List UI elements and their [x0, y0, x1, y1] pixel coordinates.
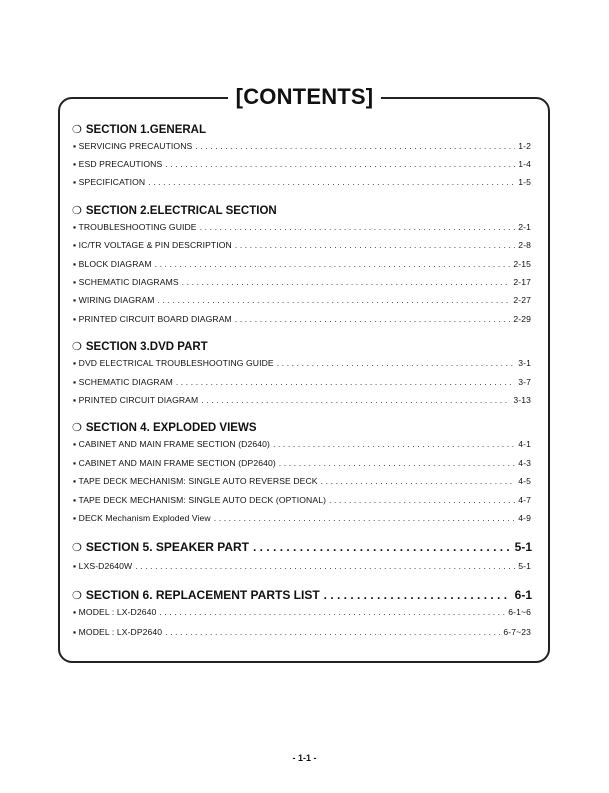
square-bullet-icon: ▪	[73, 314, 77, 324]
toc-entry[interactable]: ▪ LXS-D2640W . . . 5-1	[73, 561, 531, 575]
toc-entry[interactable]: ▪ TROUBLESHOOTING GUIDE . . . 2-1	[73, 222, 531, 236]
square-bullet-icon: ▪	[73, 395, 77, 405]
toc-entry[interactable]: ▪ DECK Mechanism Exploded View . . . 4-9	[73, 513, 531, 527]
square-bullet-icon: ▪	[73, 358, 77, 368]
square-bullet-icon: ▪	[73, 439, 77, 449]
square-bullet-icon: ▪	[73, 607, 77, 617]
toc-entry[interactable]: ▪ SPECIFICATION . . . 1-5	[73, 177, 531, 191]
square-bullet-icon: ▪	[73, 240, 77, 250]
square-bullet-icon: ▪	[73, 259, 77, 269]
toc-entry[interactable]: ▪ SERVICING PRECAUTIONS . . . 1-2	[73, 141, 531, 155]
square-bullet-icon: ▪	[73, 222, 77, 232]
section-4-heading: ❍ SECTION 4. EXPLODED VIEWS	[72, 422, 257, 434]
square-bullet-icon: ▪	[73, 476, 77, 486]
toc-entry[interactable]: ▪ CABINET AND MAIN FRAME SECTION (D2640) . . . 4-1	[73, 439, 531, 453]
circle-bullet-icon: ❍	[72, 590, 82, 602]
circle-bullet-icon: ❍	[72, 124, 82, 136]
section-6-heading: ❍ SECTION 6. REPLACEMENT PARTS LIST . . . 6-1	[72, 588, 532, 604]
section-5-heading: ❍ SECTION 5. SPEAKER PART . . . 5-1	[72, 540, 532, 556]
square-bullet-icon: ▪	[73, 495, 77, 505]
circle-bullet-icon: ❍	[72, 205, 82, 217]
page-number-footer: - 1-1 -	[292, 753, 317, 763]
circle-bullet-icon: ❍	[72, 422, 82, 434]
square-bullet-icon: ▪	[73, 377, 77, 387]
toc-entry[interactable]: ▪ DVD ELECTRICAL TROUBLESHOOTING GUIDE . . . 3-1	[73, 358, 531, 372]
toc-entry[interactable]: ▪ MODEL : LX-DP2640 . . . 6-7~23	[73, 627, 531, 641]
square-bullet-icon: ▪	[73, 561, 77, 571]
toc-entry[interactable]: ▪ SCHEMATIC DIAGRAM . . . 3-7	[73, 377, 531, 391]
square-bullet-icon: ▪	[73, 295, 77, 305]
toc-entry[interactable]: ▪ TAPE DECK MECHANISM: SINGLE AUTO DECK (OPTIONAL) . . . 4-7	[73, 495, 531, 509]
square-bullet-icon: ▪	[73, 159, 77, 169]
circle-bullet-icon: ❍	[72, 341, 82, 353]
toc-entry[interactable]: ▪ BLOCK DIAGRAM . . . 2-15	[73, 259, 531, 273]
square-bullet-icon: ▪	[73, 141, 77, 151]
square-bullet-icon: ▪	[73, 277, 77, 287]
square-bullet-icon: ▪	[73, 177, 77, 187]
toc-entry[interactable]: ▪ PRINTED CIRCUIT DIAGRAM . . . 3-13	[73, 395, 531, 409]
page-title: [CONTENTS]	[0, 82, 609, 115]
section-2-heading: ❍ SECTION 2.ELECTRICAL SECTION	[72, 205, 277, 217]
toc-entry[interactable]: ▪ WIRING DIAGRAM . . . 2-27	[73, 295, 531, 309]
square-bullet-icon: ▪	[73, 627, 77, 637]
section-1-heading: ❍ SECTION 1.GENERAL	[72, 124, 207, 136]
section-3-heading: ❍ SECTION 3.DVD PART	[72, 341, 208, 353]
toc-entry[interactable]: ▪ MODEL : LX-D2640 . . . 6-1~6	[73, 607, 531, 621]
toc-entry[interactable]: ▪ PRINTED CIRCUIT BOARD DIAGRAM . . . 2-29	[73, 314, 531, 328]
toc-entry[interactable]: ▪ IC/TR VOLTAGE & PIN DESCRIPTION . . . 2-8	[73, 240, 531, 254]
toc-entry[interactable]: ▪ TAPE DECK MECHANISM: SINGLE AUTO REVERSE DECK . . . 4-5	[73, 476, 531, 490]
square-bullet-icon: ▪	[73, 458, 77, 468]
circle-bullet-icon: ❍	[72, 542, 82, 554]
square-bullet-icon: ▪	[73, 513, 77, 523]
toc-entry[interactable]: ▪ SCHEMATIC DIAGRAMS . . . 2-17	[73, 277, 531, 291]
toc-entry[interactable]: ▪ ESD PRECAUTIONS . . . 1-4	[73, 159, 531, 173]
toc-entry[interactable]: ▪ CABINET AND MAIN FRAME SECTION (DP2640) . . . 4-3	[73, 458, 531, 472]
